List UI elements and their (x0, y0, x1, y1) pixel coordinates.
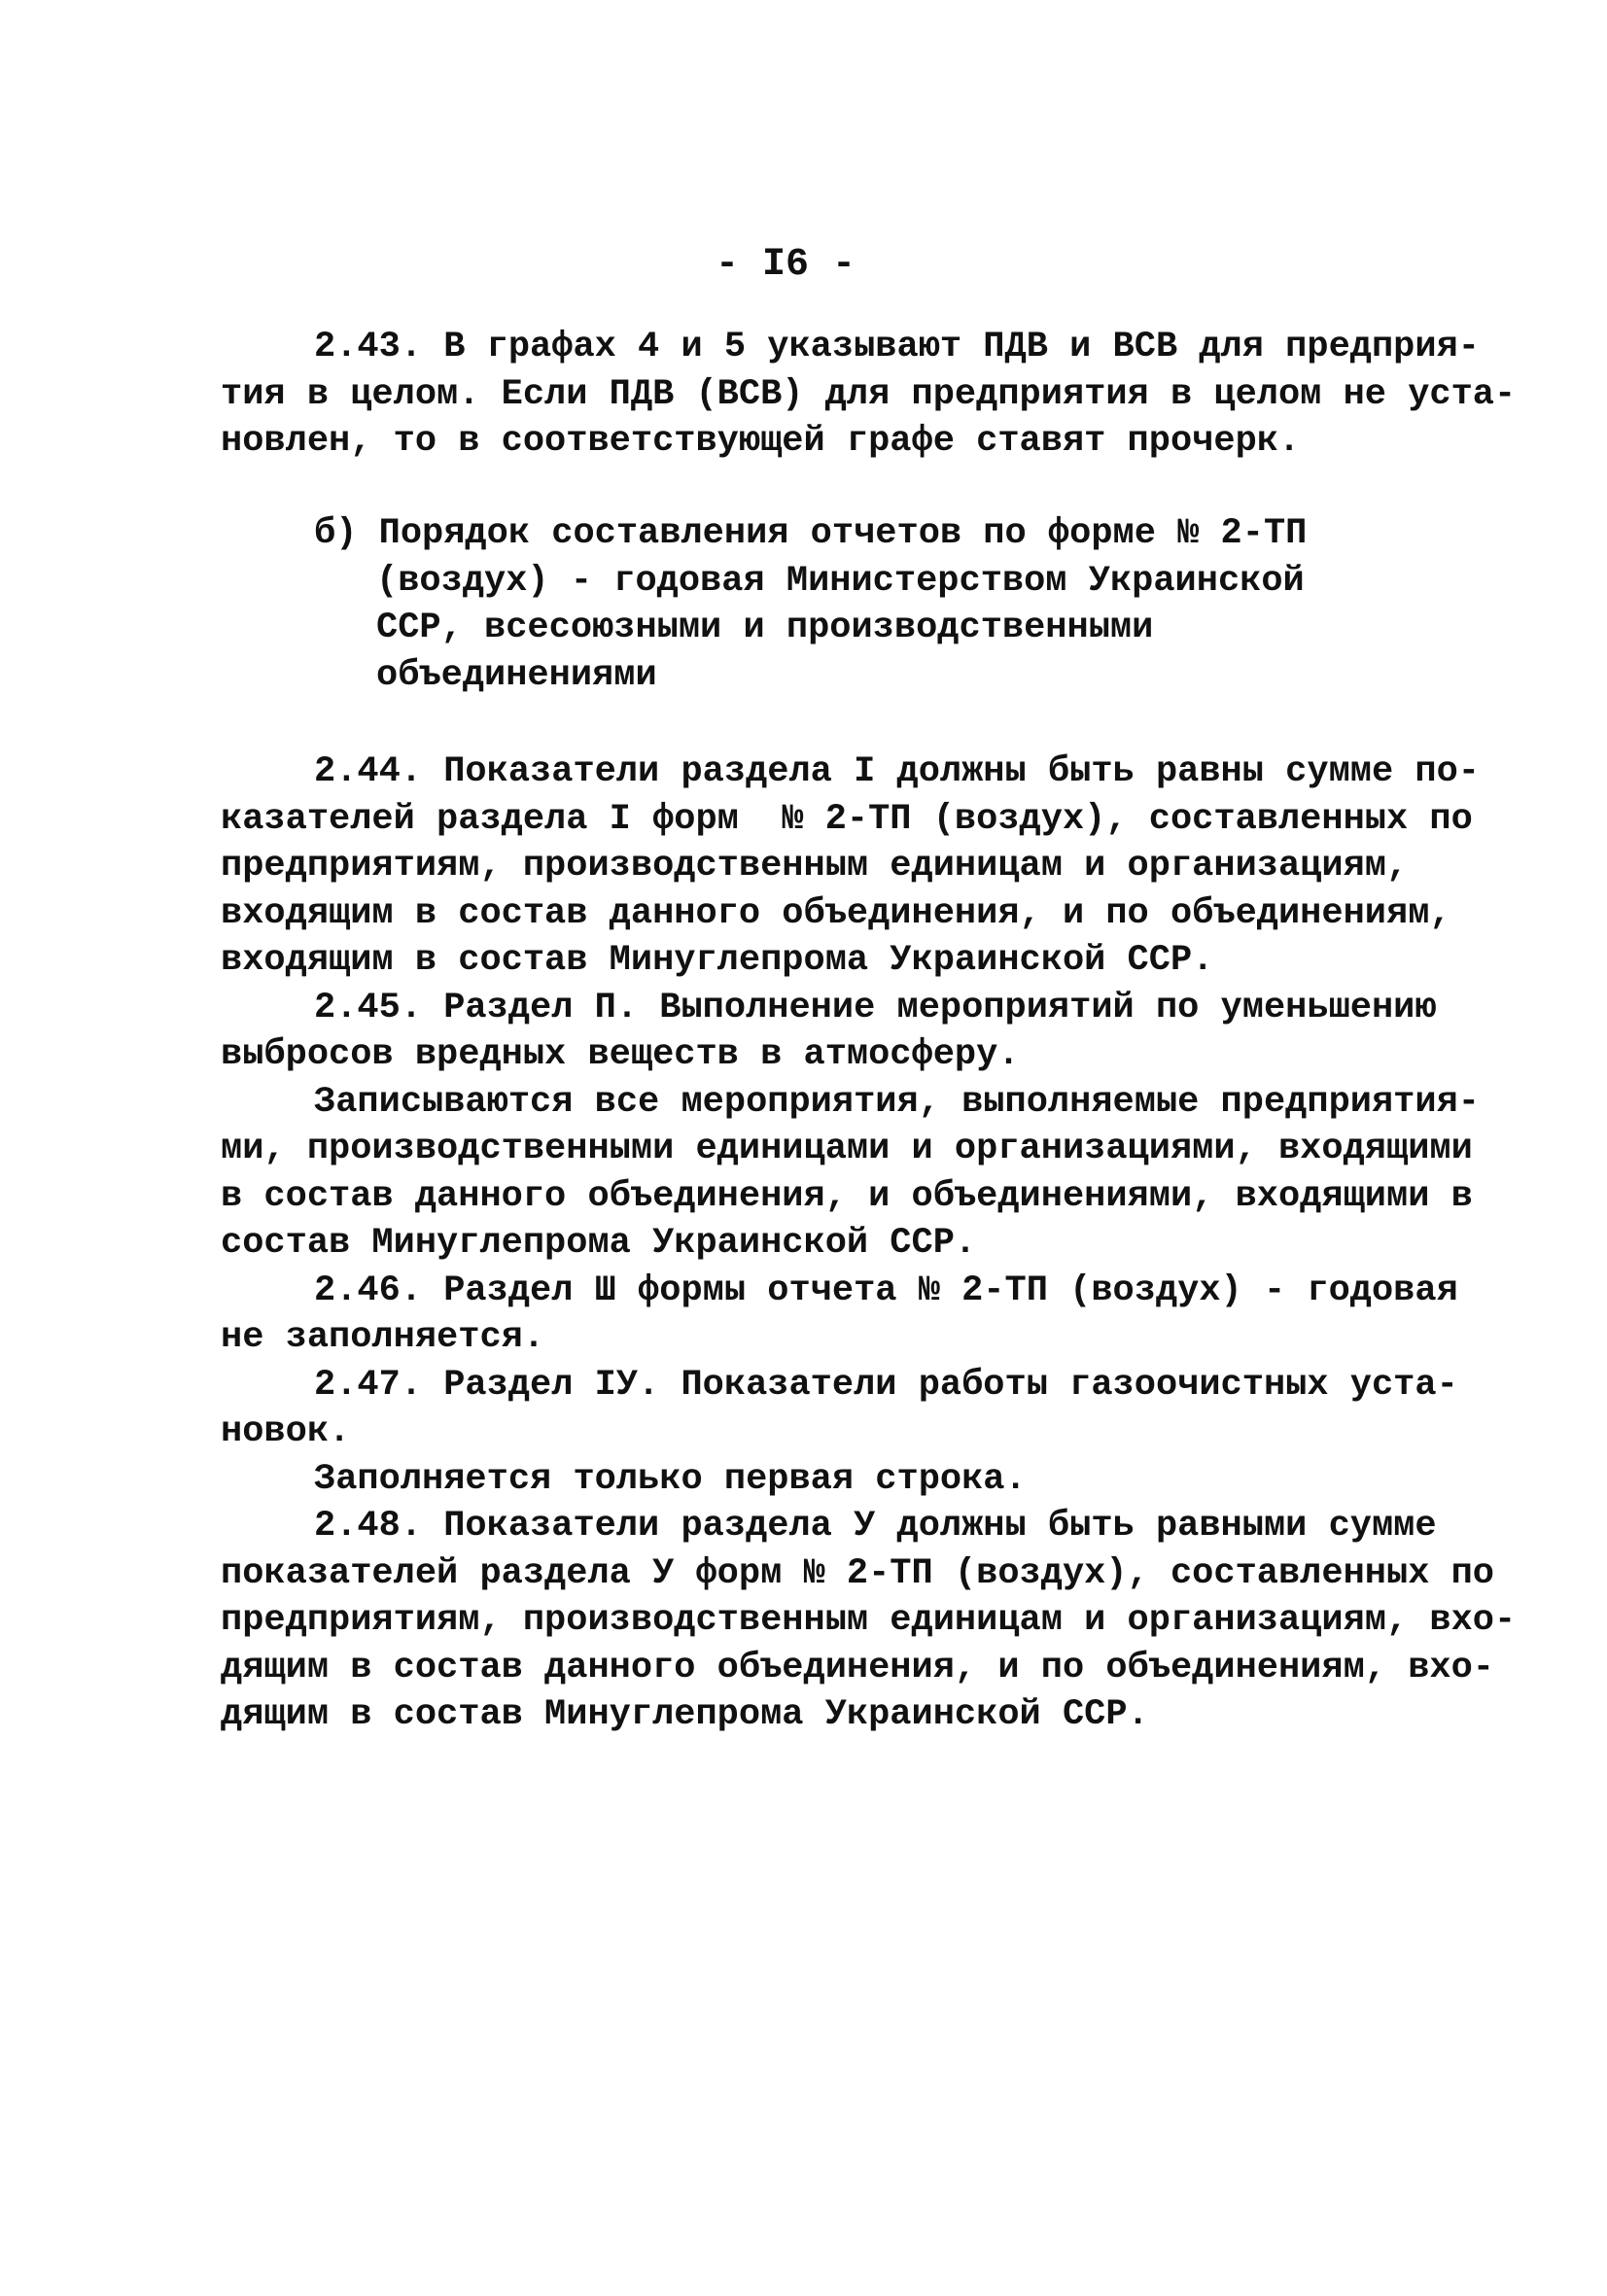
paragraph-line: 2.45. Раздел П. Выполнение мероприятий по уменьшению (314, 988, 1437, 1028)
paragraph-line: Записываются все мероприятия, выполняемые предприятия- (314, 1082, 1480, 1123)
section-heading-line: (воздух) - годовая Министерством Украинской (376, 561, 1305, 602)
section-heading-line: объединениями (376, 655, 657, 696)
paragraph-line: Заполняется только первая строка. (314, 1459, 1027, 1500)
paragraph-line: не заполняется. (221, 1317, 545, 1358)
paragraph-line: тия в целом. Если ПДВ (ВСВ) для предприятия в целом не уста- (221, 374, 1517, 415)
paragraph-line: ми, производственными единицами и организациями, входящими (221, 1129, 1473, 1169)
paragraph-line: новлен, то в соответствующей графе ставят прочерк. (221, 421, 1301, 462)
section-heading-line: ССР, всесоюзными и производственными (376, 608, 1154, 648)
paragraph-line: новок. (221, 1411, 351, 1452)
page-number: - I6 - (716, 243, 856, 287)
paragraph-line: входящим в состав данного объединения, и по объединениям, (221, 893, 1451, 934)
paragraph-line: 2.47. Раздел IУ. Показатели работы газоочистных уста- (314, 1365, 1458, 1406)
paragraph-line: 2.48. Показатели раздела У должны быть равными сумме (314, 1506, 1437, 1547)
section-heading-line: б) Порядок составления отчетов по форме № 2-ТП (314, 513, 1308, 554)
paragraph-line: казателей раздела I форм № 2-ТП (воздух), составленных по (221, 799, 1473, 840)
paragraph-line: состав Минуглепрома Украинской ССР. (221, 1223, 977, 1264)
paragraph-line: выбросов вредных веществ в атмосферу. (221, 1034, 1020, 1075)
paragraph-line: предприятиям, производственным единицам и организациям, (221, 846, 1409, 887)
paragraph-line: 2.44. Показатели раздела I должны быть равны сумме по- (314, 751, 1480, 792)
paragraph-line: в состав данного объединения, и объединениями, входящими в (221, 1176, 1473, 1217)
paragraph-line: 2.43. В графах 4 и 5 указывают ПДВ и ВСВ для предприя- (314, 327, 1480, 367)
paragraph-line: входящим в состав Минуглепрома Украинской ССР. (221, 940, 1214, 981)
paragraph-line: 2.46. Раздел Ш формы отчета № 2-ТП (воздух) - годовая (314, 1270, 1458, 1311)
paragraph-line: дящим в состав Минуглепрома Украинской ССР. (221, 1694, 1149, 1735)
paragraph-line: предприятиям, производственным единицам и организациям, вхо- (221, 1600, 1517, 1641)
paragraph-line: дящим в состав данного объединения, и по объединениям, вхо- (221, 1648, 1495, 1688)
paragraph-line: показателей раздела У форм № 2-ТП (воздух), составленных по (221, 1553, 1495, 1594)
